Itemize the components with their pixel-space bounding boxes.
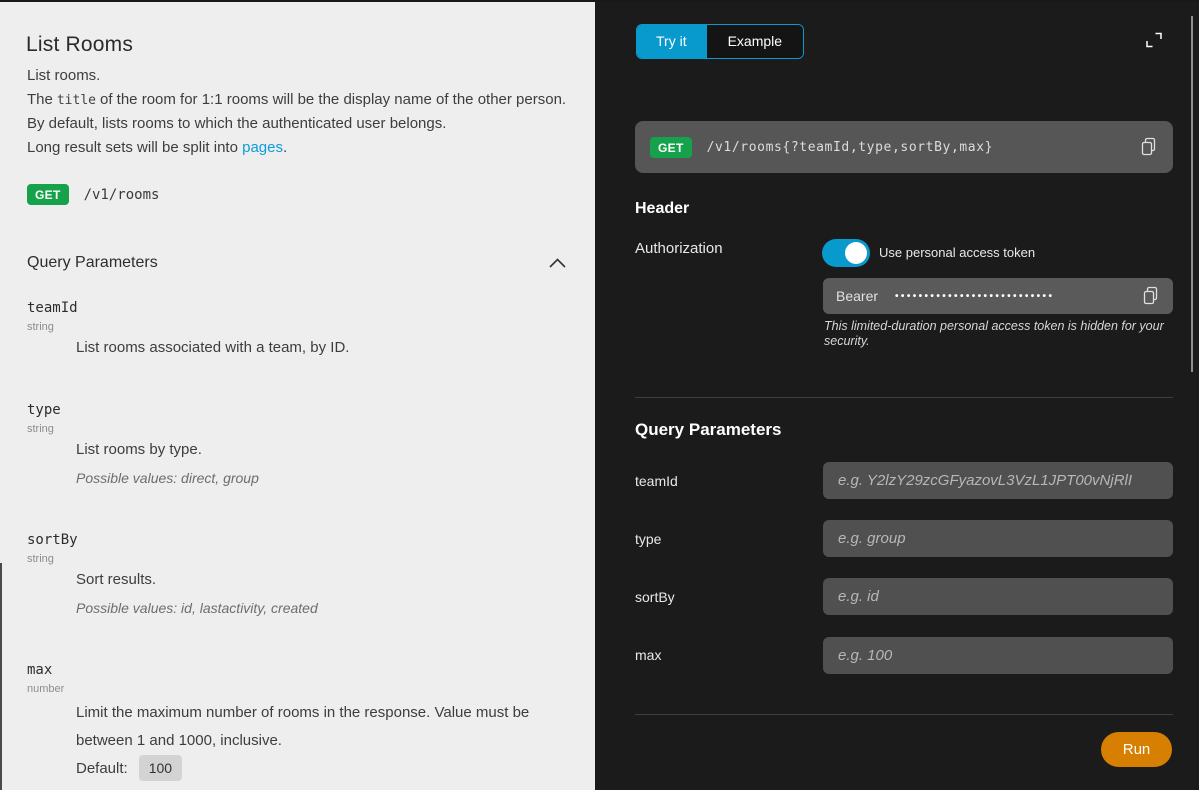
divider <box>635 397 1173 398</box>
param-name-sortby: sortBy <box>27 532 78 548</box>
description-line-3: By default, lists rooms to which the authenticated user belongs. <box>27 115 447 132</box>
param-type-teamid: string <box>27 321 54 333</box>
endpoint-path: /v1/rooms <box>83 186 160 203</box>
param-desc-max <box>76 699 546 755</box>
query-parameters-heading: Query Parameters <box>27 254 158 271</box>
left-scrollbar-thumb[interactable] <box>0 563 2 790</box>
type-input[interactable] <box>823 520 1173 557</box>
bearer-token-field[interactable] <box>823 278 1173 314</box>
authorization-label: Authorization <box>635 240 723 257</box>
right-scrollbar-thumb[interactable] <box>1191 16 1193 372</box>
run-button[interactable]: Run <box>1101 732 1172 767</box>
field-label-teamid: teamId <box>635 473 678 489</box>
field-label-type: type <box>635 531 662 547</box>
param-possible-type: Possible values: direct, group <box>76 470 259 486</box>
copy-url-icon[interactable] <box>1140 137 1158 157</box>
description-line-4-post: . <box>282 139 288 156</box>
masked-token: ••••••••••••••••••••••••••• <box>895 290 1055 302</box>
endpoint-row <box>27 184 159 205</box>
default-label: Default: <box>76 759 128 777</box>
tab-group <box>636 24 804 59</box>
description-line-2 <box>27 88 577 113</box>
param-name-teamid: teamId <box>27 300 78 316</box>
field-label-sortby: sortBy <box>635 589 675 605</box>
param-name-type: type <box>27 402 61 418</box>
description-line-2-pre: The <box>27 91 53 108</box>
tab-try-it[interactable]: Try it <box>637 25 706 58</box>
teamid-input[interactable] <box>823 462 1173 499</box>
param-type-sortby: string <box>27 553 54 565</box>
request-url: /v1/rooms{?teamId,type,sortBy,max} <box>706 139 994 155</box>
chevron-up-icon[interactable] <box>547 255 568 272</box>
request-url-bar <box>635 121 1173 173</box>
copy-token-icon[interactable] <box>1142 286 1160 306</box>
personal-access-token-toggle[interactable] <box>822 239 870 267</box>
header-section-title: Header <box>635 200 690 217</box>
param-desc-max-line2: between 1 and 1000, inclusive. <box>76 732 282 749</box>
toggle-label: Use personal access token <box>879 245 1036 260</box>
divider-bottom <box>635 714 1173 715</box>
query-parameters-section-title: Query Parameters <box>635 420 782 439</box>
field-label-max: max <box>635 647 662 663</box>
param-type-type: string <box>27 423 54 435</box>
description-line-4 <box>27 136 577 160</box>
default-value-badge: 100 <box>139 755 182 781</box>
bearer-label: Bearer <box>836 288 879 304</box>
docs-panel <box>0 0 595 790</box>
toggle-knob <box>845 242 867 264</box>
param-possible-sortby: Possible values: id, lastactivity, created <box>76 600 318 616</box>
param-name-max: max <box>27 662 53 678</box>
max-input[interactable] <box>823 637 1173 674</box>
token-security-note: This limited-duration personal access token is hidden for your security. <box>824 319 1164 348</box>
try-it-panel <box>595 0 1199 790</box>
param-desc-sortby: Sort results. <box>76 571 157 588</box>
expand-icon[interactable] <box>1142 28 1166 52</box>
page-title: List Rooms <box>26 33 134 56</box>
pages-link[interactable]: pages <box>242 139 283 156</box>
param-type-max: number <box>27 683 65 695</box>
param-desc-teamid: List rooms associated with a team, by ID. <box>76 339 350 356</box>
method-badge-get: GET <box>27 184 69 205</box>
inline-code-title: title <box>56 93 96 108</box>
param-default-row <box>76 755 182 781</box>
method-badge-get-tryit: GET <box>650 137 692 158</box>
param-desc-type: List rooms by type. <box>76 441 202 458</box>
sortby-input[interactable] <box>823 578 1173 615</box>
description-line-4-pre: Long result sets will be split into <box>27 139 243 156</box>
description-line-2-post: of the room for 1:1 rooms will be the display name of the other person. <box>100 91 567 108</box>
param-desc-max-line1: Limit the maximum number of rooms in the response. Value must be <box>76 704 530 721</box>
window-top-border <box>0 0 1199 2</box>
description-line-1: List rooms. <box>27 67 101 84</box>
tab-example[interactable]: Example <box>706 25 803 58</box>
